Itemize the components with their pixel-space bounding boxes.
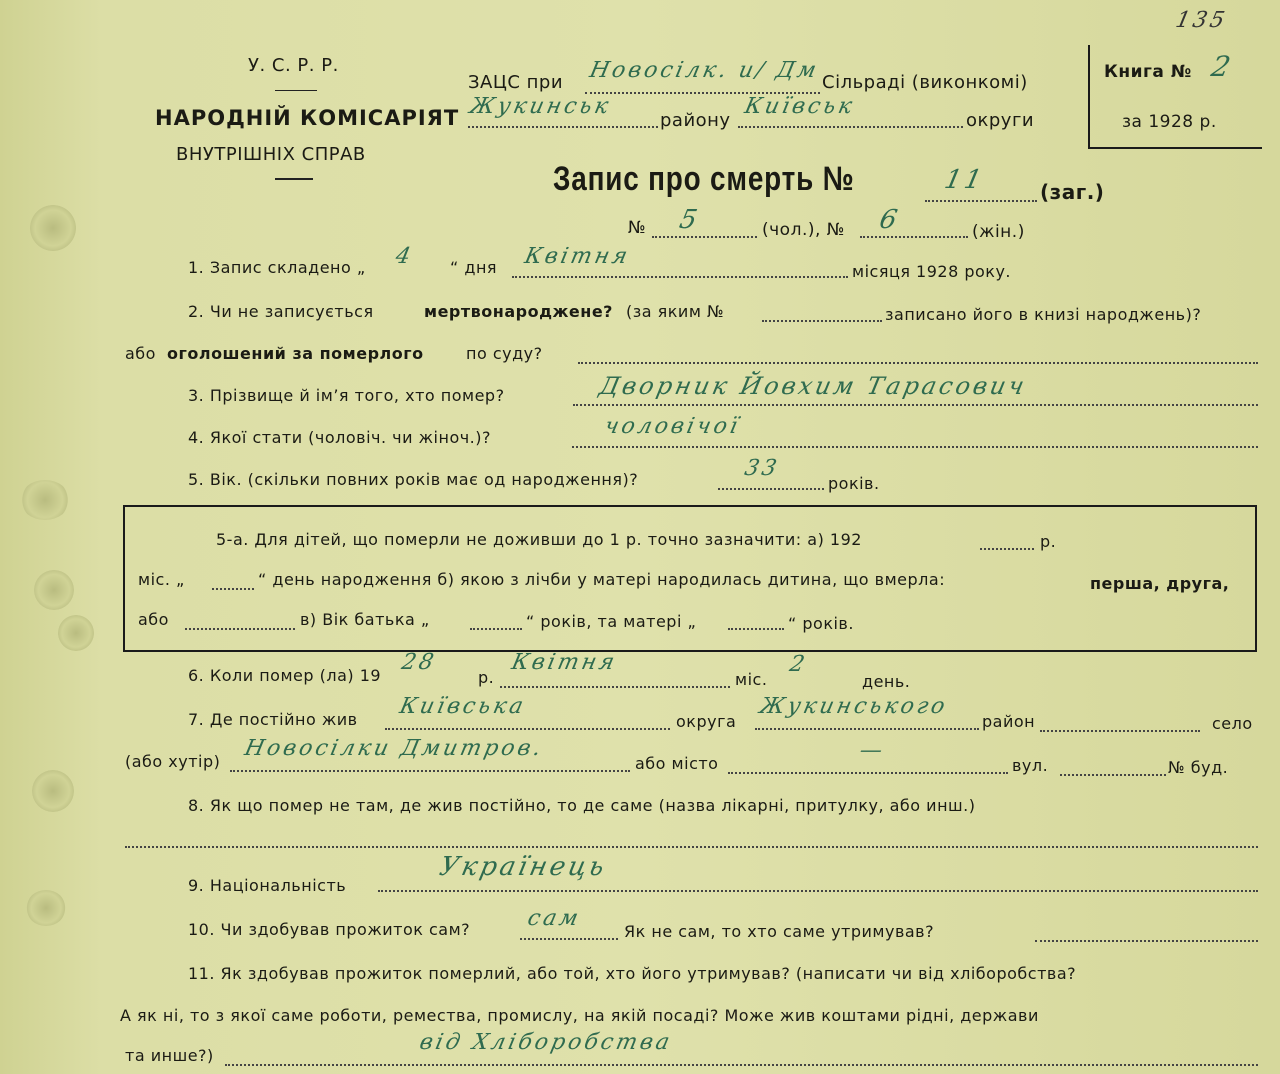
q7-selo: село xyxy=(1212,714,1253,733)
punch-hole xyxy=(20,480,70,520)
dotted-line xyxy=(185,628,295,630)
q3-value: Дворник Йовхим Тарасович xyxy=(597,372,1030,400)
dotted-line xyxy=(385,728,670,730)
dotted-line xyxy=(468,126,658,128)
punch-hole xyxy=(32,770,74,812)
dotted-line xyxy=(980,548,1034,550)
punch-hole xyxy=(26,890,66,926)
book-number: 2 xyxy=(1208,50,1237,83)
q2b-rest: по суду? xyxy=(466,344,543,363)
total-label: (заг.) xyxy=(1040,180,1105,204)
okrug-label: округи xyxy=(966,110,1035,131)
q5a-line1: 5-а. Для дітей, що померли не доживши до 1 р. точно зазначити: а) 192 xyxy=(216,530,862,549)
okrug-value: Київськ xyxy=(742,94,858,119)
q5a-line3c: “ років, та матері „ xyxy=(526,612,697,631)
record-title: Запис про смерть № xyxy=(553,160,855,198)
dotted-line xyxy=(500,686,730,688)
zags-prefix: ЗАЦС при xyxy=(468,72,564,93)
dotted-line xyxy=(738,126,963,128)
q7-okrug-label: округа xyxy=(676,712,737,731)
q1-day: 4 xyxy=(393,244,416,269)
dotted-line xyxy=(230,770,630,772)
dotted-line xyxy=(578,362,1258,364)
q2b-pre: або xyxy=(125,344,156,363)
q7-label: 7. Де постійно жив xyxy=(188,710,358,729)
dotted-line xyxy=(470,628,522,630)
q10-rest: Як не сам, то хто саме утримував? xyxy=(624,922,935,941)
q2-bold: мертвонароджене? xyxy=(424,302,613,321)
total-number: 11 xyxy=(941,165,988,195)
q2-label: 2. Чи не записується xyxy=(188,302,374,321)
q10-label: 10. Чи здобував прожиток сам? xyxy=(188,920,471,939)
q11-line2: А як ні, то з якої саме роботи, ремества, промислу, на якій посаді? Може жив коштами рідні, держави xyxy=(120,1006,1039,1025)
q2b-bold: оголошений за померлого xyxy=(167,344,424,363)
q6-day: 2 xyxy=(787,652,810,677)
q9-value: Українець xyxy=(436,852,610,882)
q7b-bud: № буд. xyxy=(1168,758,1229,777)
dotted-line xyxy=(652,236,757,238)
dotted-line xyxy=(1035,940,1258,942)
dotted-line xyxy=(125,846,1258,848)
q5a-line2b: “ день народження б) якою з лічби у матері народилась дитина, що вмерла: xyxy=(258,570,946,589)
zags-village-value: Новосілк. и/ Дм xyxy=(587,58,822,83)
q9-label: 9. Національність xyxy=(188,876,347,895)
q6-month: Квітня xyxy=(509,650,620,675)
q5a-line2a: міс. „ xyxy=(138,570,185,589)
zags-suffix: Сільраді (виконкомі) xyxy=(822,72,1028,93)
dotted-line xyxy=(520,938,618,940)
dotted-line xyxy=(925,200,1037,202)
divider xyxy=(275,90,317,91)
q10-value: сам xyxy=(525,906,584,931)
dotted-line xyxy=(378,890,1258,892)
female-label: (жін.) xyxy=(972,222,1025,242)
number-label: № xyxy=(628,218,647,238)
dotted-line xyxy=(718,488,824,490)
dotted-line xyxy=(755,728,979,730)
q6-label: 6. Коли помер (ла) 19 xyxy=(188,666,382,685)
q8-label: 8. Як що помер не там, де жив постійно, то де саме (назва лікарні, притулку, або инш.) xyxy=(188,796,976,815)
female-number: 6 xyxy=(876,205,903,235)
department-label: ВНУТРІШНІХ СПРАВ xyxy=(176,144,366,165)
q7b-vul: вул. xyxy=(1012,756,1049,775)
q6-year: 28 xyxy=(399,650,439,675)
q7-okrug: Київська xyxy=(397,694,529,719)
q5a-line3a: або xyxy=(138,610,169,629)
q6-mis: міс. xyxy=(735,670,768,689)
q2-end: записано його в книзі народжень)? xyxy=(885,305,1202,324)
dotted-line xyxy=(212,588,254,590)
dotted-line xyxy=(572,446,1258,448)
q5-value: 33 xyxy=(742,456,782,481)
q1-month: Квітня xyxy=(522,244,633,269)
q11-line1: 11. Як здобував прожиток померлий, або той, хто його утримував? (написати чи від хліборобства? xyxy=(188,964,1077,983)
q1-label: 1. Запис складено „ xyxy=(188,258,366,277)
book-label: Книга № xyxy=(1104,62,1192,82)
q4-label: 4. Якої стати (чоловіч. чи жіноч.)? xyxy=(188,428,491,447)
district-label: району xyxy=(660,110,731,131)
q5a-line3b: в) Вік батька „ xyxy=(300,610,430,629)
q4-value: чоловічої xyxy=(602,414,743,439)
dotted-line xyxy=(860,236,968,238)
q6-end: день. xyxy=(862,672,911,691)
punch-hole xyxy=(34,570,74,610)
q1-end: місяця 1928 року. xyxy=(852,262,1012,281)
ussr-label: У. С. Р. Р. xyxy=(248,55,339,76)
q1-mid: “ дня xyxy=(450,258,498,277)
q7b-misto-value: — xyxy=(857,738,888,763)
dotted-line xyxy=(762,320,882,322)
dotted-line xyxy=(573,404,1258,406)
q5-label: 5. Вік. (скільки повних років має од народження)? xyxy=(188,470,639,489)
book-year: за 1928 р. xyxy=(1122,112,1217,132)
q7-rayon: Жукинського xyxy=(757,694,950,719)
q5a-line2-bold: перша, друга, xyxy=(1090,574,1230,593)
dotted-line xyxy=(225,1064,1258,1066)
q7-rayon-label: район xyxy=(982,712,1036,731)
q6-r: р. xyxy=(478,668,495,687)
q5-end: років. xyxy=(828,474,880,493)
male-label: (чол.), № xyxy=(762,220,845,240)
punch-hole xyxy=(58,615,94,651)
dotted-line xyxy=(728,772,1008,774)
q2-rest: (за яким № xyxy=(626,302,725,321)
dotted-line xyxy=(1040,730,1200,732)
male-number: 5 xyxy=(676,205,703,235)
dotted-line xyxy=(1060,774,1166,776)
page-number: 135 xyxy=(1173,8,1230,33)
dotted-line xyxy=(512,276,848,278)
q5a-line1-end: р. xyxy=(1040,532,1057,551)
q3-label: 3. Прізвище й ім’я того, хто помер? xyxy=(188,386,505,405)
divider xyxy=(275,178,313,180)
dotted-line xyxy=(728,628,784,630)
q5a-line3d: “ років. xyxy=(788,614,854,633)
district-value: Жукинськ xyxy=(467,94,614,119)
punch-hole xyxy=(30,205,76,251)
q7b-misto: або місто xyxy=(635,754,719,773)
commissariat-label: НАРОДНІЙ КОМІСАРІЯТ xyxy=(155,106,460,130)
q7b-value: Новосілки Дмитров. xyxy=(242,736,547,761)
q7b-pre: (або хутір) xyxy=(125,752,221,771)
q11-value: від Хліборобства xyxy=(417,1030,675,1055)
book-box xyxy=(1088,45,1262,149)
q11-line3: та инше?) xyxy=(125,1046,214,1065)
